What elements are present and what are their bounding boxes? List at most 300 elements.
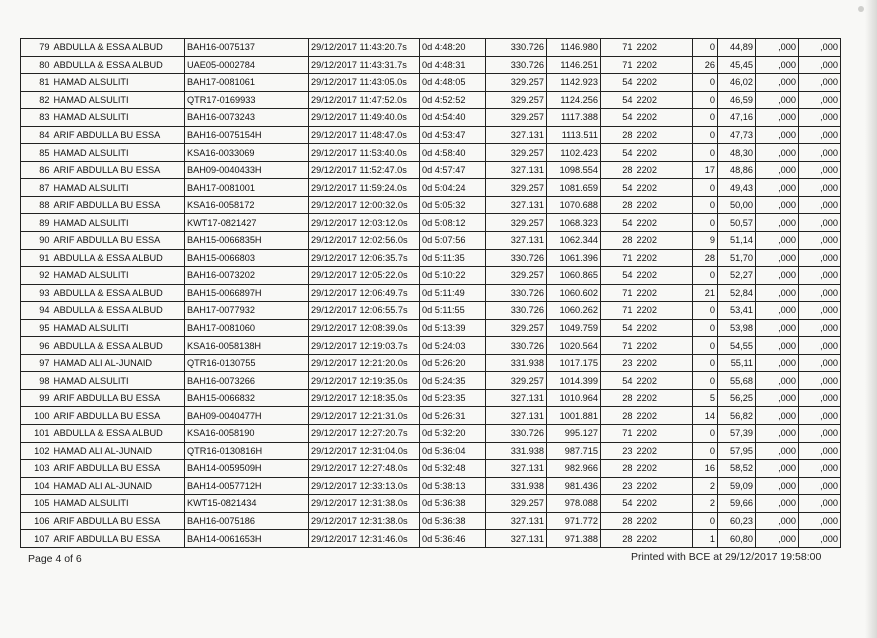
speed-cell: 995.127 (547, 425, 601, 443)
owner-name-cell: ABDULLA & ESSA ALBUD (52, 425, 185, 443)
value-b-cell: ,000 (799, 196, 841, 214)
value-a-cell: ,000 (756, 179, 799, 197)
distance-cell: 327.131 (486, 161, 547, 179)
points-cell: 0 (693, 512, 718, 530)
row-number-cell: 104 (21, 477, 52, 495)
owner-name-cell: ABDULLA & ESSA ALBUD (52, 39, 185, 57)
points-cell: 0 (693, 91, 718, 109)
value-a-cell: ,000 (756, 319, 799, 337)
count-cell: 28 (601, 389, 635, 407)
owner-name-cell: ARIF ABDULLA BU ESSA (52, 196, 185, 214)
count-cell: 71 (601, 425, 635, 443)
row-number-cell: 89 (21, 214, 52, 232)
ring-number-cell: BAH16-0073266 (185, 372, 309, 390)
count-cell: 28 (601, 232, 635, 250)
value-a-cell: ,000 (756, 389, 799, 407)
owner-name-cell: ARIF ABDULLA BU ESSA (52, 161, 185, 179)
value-b-cell: ,000 (799, 425, 841, 443)
owner-name-cell: ABDULLA & ESSA ALBUD (52, 249, 185, 267)
speed-cell: 1142.923 (547, 74, 601, 92)
distance-cell: 329.257 (486, 179, 547, 197)
count-cell: 54 (601, 495, 635, 513)
code-cell: 2202 (635, 74, 693, 92)
percentage-cell: 46,59 (718, 91, 756, 109)
value-a-cell: ,000 (756, 91, 799, 109)
speed-cell: 1061.396 (547, 249, 601, 267)
row-number-cell: 91 (21, 249, 52, 267)
code-cell: 2202 (635, 425, 693, 443)
count-cell: 54 (601, 372, 635, 390)
code-cell: 2202 (635, 284, 693, 302)
ring-number-cell: BAH17-0081061 (185, 74, 309, 92)
code-cell: 2202 (635, 354, 693, 372)
value-b-cell: ,000 (799, 249, 841, 267)
points-cell: 1 (693, 530, 718, 548)
flight-duration-cell: 0d 4:57:47 (420, 161, 486, 179)
distance-cell: 329.257 (486, 372, 547, 390)
flight-duration-cell: 0d 4:48:05 (420, 74, 486, 92)
results-table (20, 38, 841, 548)
table-row (21, 337, 841, 355)
arrival-time-cell: 29/12/2017 12:06:35.7s (309, 249, 420, 267)
value-b-cell: ,000 (799, 126, 841, 144)
arrival-time-cell: 29/12/2017 12:00:32.0s (309, 196, 420, 214)
ring-number-cell: BAH16-0075154H (185, 126, 309, 144)
value-a-cell: ,000 (756, 39, 799, 57)
value-a-cell: ,000 (756, 477, 799, 495)
value-b-cell: ,000 (799, 179, 841, 197)
points-cell: 14 (693, 407, 718, 425)
distance-cell: 329.257 (486, 267, 547, 285)
ring-number-cell: BAH14-0057712H (185, 477, 309, 495)
page-edge-shadow (865, 0, 877, 638)
points-cell: 17 (693, 161, 718, 179)
points-cell: 0 (693, 372, 718, 390)
count-cell: 54 (601, 144, 635, 162)
percentage-cell: 58,52 (718, 460, 756, 478)
table-row (21, 126, 841, 144)
count-cell: 28 (601, 161, 635, 179)
value-b-cell: ,000 (799, 512, 841, 530)
table-row (21, 161, 841, 179)
ring-number-cell: KSA16-0033069 (185, 144, 309, 162)
value-a-cell: ,000 (756, 214, 799, 232)
arrival-time-cell: 29/12/2017 11:59:24.0s (309, 179, 420, 197)
count-cell: 71 (601, 249, 635, 267)
count-cell: 54 (601, 214, 635, 232)
value-b-cell: ,000 (799, 460, 841, 478)
code-cell: 2202 (635, 196, 693, 214)
distance-cell: 329.257 (486, 495, 547, 513)
count-cell: 28 (601, 530, 635, 548)
value-a-cell: ,000 (756, 232, 799, 250)
distance-cell: 331.938 (486, 442, 547, 460)
count-cell: 23 (601, 477, 635, 495)
percentage-cell: 59,09 (718, 477, 756, 495)
percentage-cell: 53,98 (718, 319, 756, 337)
ring-number-cell: BAH17-0081001 (185, 179, 309, 197)
points-cell: 0 (693, 144, 718, 162)
percentage-cell: 50,57 (718, 214, 756, 232)
code-cell: 2202 (635, 109, 693, 127)
value-b-cell: ,000 (799, 302, 841, 320)
row-number-cell: 80 (21, 56, 52, 74)
value-b-cell: ,000 (799, 407, 841, 425)
points-cell: 0 (693, 74, 718, 92)
flight-duration-cell: 0d 5:10:22 (420, 267, 486, 285)
points-cell: 0 (693, 214, 718, 232)
speed-cell: 982.966 (547, 460, 601, 478)
owner-name-cell: ABDULLA & ESSA ALBUD (52, 284, 185, 302)
speed-cell: 1060.262 (547, 302, 601, 320)
owner-name-cell: ARIF ABDULLA BU ESSA (52, 407, 185, 425)
flight-duration-cell: 0d 4:58:40 (420, 144, 486, 162)
owner-name-cell: ABDULLA & ESSA ALBUD (52, 302, 185, 320)
points-cell: 21 (693, 284, 718, 302)
value-b-cell: ,000 (799, 91, 841, 109)
distance-cell: 327.131 (486, 389, 547, 407)
distance-cell: 327.131 (486, 232, 547, 250)
ring-number-cell: BAH14-0061653H (185, 530, 309, 548)
arrival-time-cell: 29/12/2017 11:52:47.0s (309, 161, 420, 179)
points-cell: 0 (693, 196, 718, 214)
arrival-time-cell: 29/12/2017 11:53:40.0s (309, 144, 420, 162)
points-cell: 0 (693, 179, 718, 197)
flight-duration-cell: 0d 5:36:38 (420, 512, 486, 530)
arrival-time-cell: 29/12/2017 12:19:03.7s (309, 337, 420, 355)
arrival-time-cell: 29/12/2017 11:49:40.0s (309, 109, 420, 127)
value-a-cell: ,000 (756, 161, 799, 179)
owner-name-cell: HAMAD ALSULITI (52, 179, 185, 197)
ring-number-cell: BAH16-0075137 (185, 39, 309, 57)
distance-cell: 327.131 (486, 196, 547, 214)
ring-number-cell: BAH17-0077932 (185, 302, 309, 320)
count-cell: 71 (601, 337, 635, 355)
table-row (21, 495, 841, 513)
ring-number-cell: UAE05-0002784 (185, 56, 309, 74)
percentage-cell: 56,25 (718, 389, 756, 407)
percentage-cell: 57,95 (718, 442, 756, 460)
code-cell: 2202 (635, 442, 693, 460)
value-b-cell: ,000 (799, 109, 841, 127)
flight-duration-cell: 0d 5:24:03 (420, 337, 486, 355)
speed-cell: 1017.175 (547, 354, 601, 372)
table-row (21, 460, 841, 478)
code-cell: 2202 (635, 407, 693, 425)
ring-number-cell: BAH16-0073202 (185, 267, 309, 285)
arrival-time-cell: 29/12/2017 11:47:52.0s (309, 91, 420, 109)
flight-duration-cell: 0d 5:36:46 (420, 530, 486, 548)
arrival-time-cell: 29/12/2017 12:27:20.7s (309, 425, 420, 443)
arrival-time-cell: 29/12/2017 12:08:39.0s (309, 319, 420, 337)
row-number-cell: 92 (21, 267, 52, 285)
count-cell: 28 (601, 196, 635, 214)
count-cell: 23 (601, 354, 635, 372)
table-row (21, 512, 841, 530)
code-cell: 2202 (635, 530, 693, 548)
flight-duration-cell: 0d 4:48:31 (420, 56, 486, 74)
distance-cell: 330.726 (486, 39, 547, 57)
owner-name-cell: HAMAD ALSULITI (52, 372, 185, 390)
code-cell: 2202 (635, 232, 693, 250)
owner-name-cell: ARIF ABDULLA BU ESSA (52, 389, 185, 407)
ring-number-cell: BAH09-0040477H (185, 407, 309, 425)
percentage-cell: 52,84 (718, 284, 756, 302)
table-row (21, 284, 841, 302)
percentage-cell: 55,11 (718, 354, 756, 372)
code-cell: 2202 (635, 56, 693, 74)
table-row (21, 39, 841, 57)
table-row (21, 179, 841, 197)
value-b-cell: ,000 (799, 442, 841, 460)
arrival-time-cell: 29/12/2017 12:19:35.0s (309, 372, 420, 390)
ring-number-cell: KSA16-0058138H (185, 337, 309, 355)
distance-cell: 330.726 (486, 249, 547, 267)
flight-duration-cell: 0d 4:54:40 (420, 109, 486, 127)
points-cell: 0 (693, 442, 718, 460)
arrival-time-cell: 29/12/2017 12:21:20.0s (309, 354, 420, 372)
percentage-cell: 60,80 (718, 530, 756, 548)
row-number-cell: 101 (21, 425, 52, 443)
value-b-cell: ,000 (799, 477, 841, 495)
distance-cell: 330.726 (486, 56, 547, 74)
speed-cell: 1014.399 (547, 372, 601, 390)
owner-name-cell: HAMAD ALSULITI (52, 495, 185, 513)
row-number-cell: 105 (21, 495, 52, 513)
code-cell: 2202 (635, 460, 693, 478)
distance-cell: 327.131 (486, 530, 547, 548)
flight-duration-cell: 0d 4:52:52 (420, 91, 486, 109)
value-a-cell: ,000 (756, 442, 799, 460)
table-row (21, 442, 841, 460)
code-cell: 2202 (635, 477, 693, 495)
value-b-cell: ,000 (799, 495, 841, 513)
code-cell: 2202 (635, 512, 693, 530)
owner-name-cell: HAMAD ALI AL-JUNAID (52, 477, 185, 495)
row-number-cell: 100 (21, 407, 52, 425)
percentage-cell: 57,39 (718, 425, 756, 443)
arrival-time-cell: 29/12/2017 12:05:22.0s (309, 267, 420, 285)
table-row (21, 530, 841, 548)
row-number-cell: 107 (21, 530, 52, 548)
table-row (21, 232, 841, 250)
value-a-cell: ,000 (756, 284, 799, 302)
code-cell: 2202 (635, 267, 693, 285)
table-row (21, 267, 841, 285)
row-number-cell: 99 (21, 389, 52, 407)
distance-cell: 330.726 (486, 302, 547, 320)
count-cell: 71 (601, 56, 635, 74)
percentage-cell: 48,30 (718, 144, 756, 162)
owner-name-cell: HAMAD ALSULITI (52, 267, 185, 285)
table-row (21, 302, 841, 320)
table-row (21, 249, 841, 267)
arrival-time-cell: 29/12/2017 11:48:47.0s (309, 126, 420, 144)
count-cell: 54 (601, 91, 635, 109)
distance-cell: 329.257 (486, 214, 547, 232)
speed-cell: 1113.511 (547, 126, 601, 144)
code-cell: 2202 (635, 39, 693, 57)
percentage-cell: 51,70 (718, 249, 756, 267)
owner-name-cell: HAMAD ALSULITI (52, 91, 185, 109)
speed-cell: 1146.980 (547, 39, 601, 57)
row-number-cell: 96 (21, 337, 52, 355)
code-cell: 2202 (635, 91, 693, 109)
code-cell: 2202 (635, 126, 693, 144)
ring-number-cell: QTR17-0169933 (185, 91, 309, 109)
owner-name-cell: HAMAD ALI AL-JUNAID (52, 442, 185, 460)
flight-duration-cell: 0d 4:53:47 (420, 126, 486, 144)
ring-number-cell: KSA16-0058190 (185, 425, 309, 443)
value-a-cell: ,000 (756, 337, 799, 355)
points-cell: 0 (693, 302, 718, 320)
code-cell: 2202 (635, 389, 693, 407)
flight-duration-cell: 0d 5:13:39 (420, 319, 486, 337)
row-number-cell: 87 (21, 179, 52, 197)
value-a-cell: ,000 (756, 109, 799, 127)
ring-number-cell: BAH16-0075186 (185, 512, 309, 530)
speed-cell: 1070.688 (547, 196, 601, 214)
speed-cell: 1060.865 (547, 267, 601, 285)
row-number-cell: 90 (21, 232, 52, 250)
value-a-cell: ,000 (756, 74, 799, 92)
percentage-cell: 59,66 (718, 495, 756, 513)
arrival-time-cell: 29/12/2017 11:43:20.7s (309, 39, 420, 57)
flight-duration-cell: 0d 5:32:48 (420, 460, 486, 478)
row-number-cell: 85 (21, 144, 52, 162)
table-row (21, 354, 841, 372)
row-number-cell: 106 (21, 512, 52, 530)
percentage-cell: 51,14 (718, 232, 756, 250)
flight-duration-cell: 0d 5:26:20 (420, 354, 486, 372)
count-cell: 28 (601, 126, 635, 144)
code-cell: 2202 (635, 337, 693, 355)
code-cell: 2202 (635, 161, 693, 179)
table-row (21, 407, 841, 425)
distance-cell: 329.257 (486, 109, 547, 127)
ring-number-cell: BAH17-0081060 (185, 319, 309, 337)
flight-duration-cell: 0d 5:26:31 (420, 407, 486, 425)
code-cell: 2202 (635, 372, 693, 390)
count-cell: 54 (601, 179, 635, 197)
row-number-cell: 94 (21, 302, 52, 320)
value-a-cell: ,000 (756, 495, 799, 513)
ring-number-cell: BAH14-0059509H (185, 460, 309, 478)
points-cell: 0 (693, 319, 718, 337)
speed-cell: 1124.256 (547, 91, 601, 109)
points-cell: 0 (693, 109, 718, 127)
flight-duration-cell: 0d 5:23:35 (420, 389, 486, 407)
owner-name-cell: HAMAD ALSULITI (52, 214, 185, 232)
value-b-cell: ,000 (799, 232, 841, 250)
value-b-cell: ,000 (799, 161, 841, 179)
value-b-cell: ,000 (799, 74, 841, 92)
owner-name-cell: ARIF ABDULLA BU ESSA (52, 460, 185, 478)
value-b-cell: ,000 (799, 354, 841, 372)
distance-cell: 330.726 (486, 425, 547, 443)
count-cell: 71 (601, 39, 635, 57)
arrival-time-cell: 29/12/2017 12:31:38.0s (309, 495, 420, 513)
value-b-cell: ,000 (799, 267, 841, 285)
count-cell: 54 (601, 267, 635, 285)
owner-name-cell: ARIF ABDULLA BU ESSA (52, 232, 185, 250)
speed-cell: 1117.388 (547, 109, 601, 127)
points-cell: 28 (693, 249, 718, 267)
owner-name-cell: HAMAD ALSULITI (52, 319, 185, 337)
arrival-time-cell: 29/12/2017 12:06:55.7s (309, 302, 420, 320)
value-a-cell: ,000 (756, 512, 799, 530)
speed-cell: 971.772 (547, 512, 601, 530)
percentage-cell: 46,02 (718, 74, 756, 92)
owner-name-cell: HAMAD ALI AL-JUNAID (52, 354, 185, 372)
arrival-time-cell: 29/12/2017 11:43:31.7s (309, 56, 420, 74)
points-cell: 5 (693, 389, 718, 407)
flight-duration-cell: 0d 5:05:32 (420, 196, 486, 214)
speed-cell: 1049.759 (547, 319, 601, 337)
table-row (21, 425, 841, 443)
value-a-cell: ,000 (756, 196, 799, 214)
count-cell: 28 (601, 460, 635, 478)
table-row (21, 196, 841, 214)
points-cell: 0 (693, 354, 718, 372)
flight-duration-cell: 0d 5:32:20 (420, 425, 486, 443)
speed-cell: 1020.564 (547, 337, 601, 355)
value-a-cell: ,000 (756, 126, 799, 144)
owner-name-cell: ARIF ABDULLA BU ESSA (52, 126, 185, 144)
value-a-cell: ,000 (756, 425, 799, 443)
value-b-cell: ,000 (799, 372, 841, 390)
value-b-cell: ,000 (799, 337, 841, 355)
value-a-cell: ,000 (756, 144, 799, 162)
speed-cell: 1062.344 (547, 232, 601, 250)
row-number-cell: 102 (21, 442, 52, 460)
arrival-time-cell: 29/12/2017 12:02:56.0s (309, 232, 420, 250)
value-a-cell: ,000 (756, 267, 799, 285)
points-cell: 0 (693, 425, 718, 443)
distance-cell: 327.131 (486, 460, 547, 478)
table-row (21, 74, 841, 92)
speed-cell: 978.088 (547, 495, 601, 513)
ring-number-cell: QTR16-0130755 (185, 354, 309, 372)
ring-number-cell: BAH16-0073243 (185, 109, 309, 127)
value-b-cell: ,000 (799, 39, 841, 57)
distance-cell: 329.257 (486, 319, 547, 337)
points-cell: 9 (693, 232, 718, 250)
ring-number-cell: KWT15-0821434 (185, 495, 309, 513)
points-cell: 0 (693, 126, 718, 144)
table-row (21, 389, 841, 407)
speed-cell: 1068.323 (547, 214, 601, 232)
ring-number-cell: BAH15-0066803 (185, 249, 309, 267)
table-row (21, 144, 841, 162)
table-row (21, 56, 841, 74)
flight-duration-cell: 0d 5:24:35 (420, 372, 486, 390)
count-cell: 71 (601, 284, 635, 302)
table-row (21, 372, 841, 390)
percentage-cell: 48,86 (718, 161, 756, 179)
percentage-cell: 49,43 (718, 179, 756, 197)
row-number-cell: 79 (21, 39, 52, 57)
percentage-cell: 44,89 (718, 39, 756, 57)
arrival-time-cell: 29/12/2017 12:33:13.0s (309, 477, 420, 495)
ring-number-cell: QTR16-0130816H (185, 442, 309, 460)
points-cell: 0 (693, 39, 718, 57)
arrival-time-cell: 29/12/2017 12:21:31.0s (309, 407, 420, 425)
value-a-cell: ,000 (756, 56, 799, 74)
speed-cell: 1081.659 (547, 179, 601, 197)
percentage-cell: 53,41 (718, 302, 756, 320)
value-b-cell: ,000 (799, 389, 841, 407)
